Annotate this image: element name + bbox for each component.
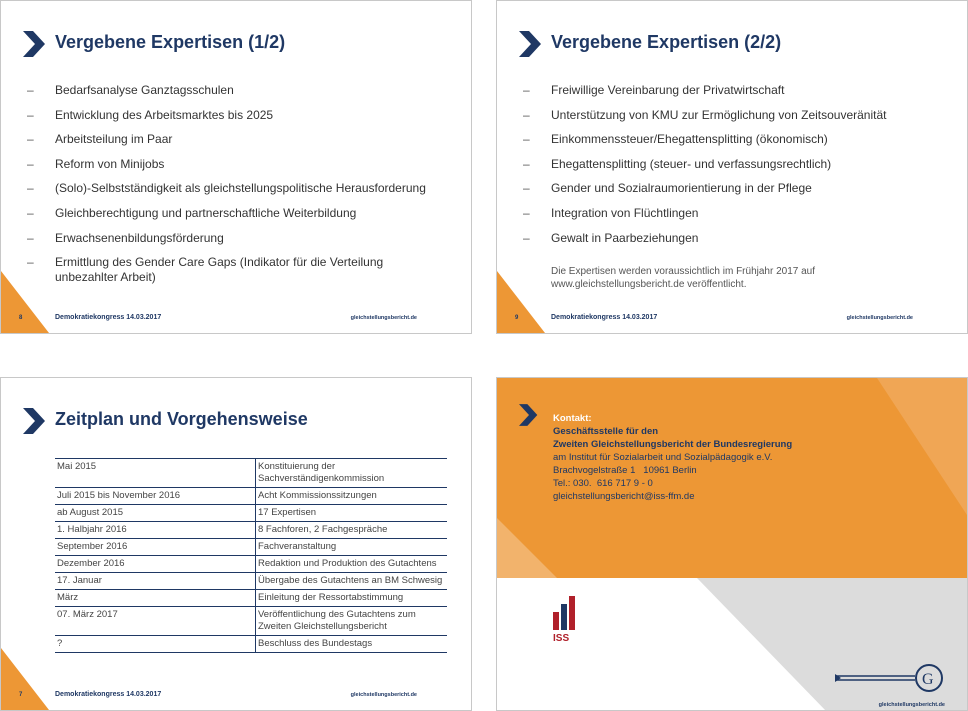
- bullet-item: [523, 108, 943, 123]
- bullet-item: [27, 181, 447, 196]
- footer-event: Demokratiekongress 14.03.2017: [551, 314, 658, 321]
- activity-cell: Einleitung der Ressortabstimmung: [256, 590, 448, 607]
- bullet-text: Gender und Sozialraumorientierung in der Pflege: [551, 181, 812, 196]
- bullet-text: Freiwillige Vereinbarung der Privatwirtschaft: [551, 83, 785, 97]
- bullet-dash: –: [523, 205, 530, 220]
- bullet-text: Unterstützung von KMU zur Ermöglichung von Zeitsouveränität: [551, 107, 887, 122]
- schedule-table: [55, 458, 447, 653]
- bullet-item: [27, 231, 447, 246]
- bullet-item: [523, 206, 943, 221]
- institute: am Institut für Sozialarbeit und Sozialpädagogik e.V.: [553, 452, 773, 463]
- table-row: [55, 573, 447, 590]
- date-cell: März: [55, 590, 256, 607]
- bullet-dash: –: [523, 181, 530, 196]
- bullet-item: [27, 83, 447, 98]
- bullet-dash: –: [27, 156, 34, 171]
- phone: Tel.: 030. 616 717 9 - 0: [553, 478, 653, 489]
- logo-text: ISS: [553, 633, 570, 644]
- activity-cell: 17 Expertisen: [256, 505, 448, 522]
- bullet-dash: –: [523, 132, 530, 147]
- activity-cell: Redaktion und Produktion des Gutachtens: [256, 556, 448, 573]
- table-row: [55, 522, 447, 539]
- bullet-text: Ehegattensplitting (steuer- und verfassungsrechtlich): [551, 156, 832, 171]
- bullet-text: Reform von Minijobs: [55, 156, 165, 171]
- slide-title: Vergebene Expertisen (2/2): [551, 32, 782, 52]
- table-row: [55, 539, 447, 556]
- bullet-dash: –: [523, 230, 530, 245]
- activity-cell: Übergabe des Gutachtens an BM Schwesig: [256, 573, 448, 590]
- bullet-dash: –: [27, 83, 34, 97]
- contact-label: Kontakt:: [553, 413, 592, 424]
- bullet-list: [523, 83, 943, 255]
- bullet-dash: –: [27, 107, 34, 122]
- table-row: [55, 488, 447, 505]
- bullet-dash: –: [27, 255, 34, 270]
- chevron-right-icon: [519, 31, 543, 57]
- date-cell: Mai 2015: [55, 459, 256, 488]
- footer-website: gleichstellungsbericht.de: [350, 692, 417, 698]
- bullet-item: [27, 108, 447, 123]
- address: Brachvogelstraße 1 10961 Berlin: [553, 465, 697, 476]
- publication-note: Die Expertisen werden voraussichtlich im Frühjahr 2017 auf www.gleichstellungsbericht.de veröffentlicht.: [551, 266, 816, 290]
- contact-block: [553, 412, 792, 503]
- email-link[interactable]: gleichstellungsbericht@iss-ffm.de: [553, 491, 695, 502]
- bullet-item: [523, 231, 943, 246]
- bullet-item: [27, 132, 447, 147]
- bullet-text: Ermittlung des Gender Care Gaps (Indikator für die Verteilung unbezahlter Arbeit): [55, 255, 384, 285]
- activity-cell: Konstituierung der Sachverständigenkommission: [256, 459, 448, 488]
- activity-cell: Beschluss des Bundestags: [256, 636, 448, 653]
- date-cell: 17. Januar: [55, 573, 256, 590]
- table-row: [55, 636, 447, 653]
- table-row: [55, 590, 447, 607]
- page-number: 7: [19, 692, 23, 698]
- footer-website: gleichstellungsbericht.de: [846, 315, 913, 321]
- svg-text:G: G: [922, 671, 934, 688]
- bullet-item: [523, 132, 943, 147]
- date-cell: ab August 2015: [55, 505, 256, 522]
- table-row: [55, 505, 447, 522]
- date-cell: ?: [55, 636, 256, 653]
- date-cell: 1. Halbjahr 2016: [55, 522, 256, 539]
- bullet-dash: –: [523, 156, 530, 171]
- corner-decoration: [1, 648, 49, 710]
- chevron-right-icon: [23, 408, 47, 434]
- org-line-2: Zweiten Gleichstellungsbericht der Bundesregierung: [553, 439, 793, 450]
- bullet-text: Gleichberechtigung und partnerschaftliche Weiterbildung: [55, 205, 357, 220]
- slide-kontakt: [496, 377, 968, 711]
- page-number: 9: [515, 315, 519, 321]
- bullet-dash: –: [27, 181, 34, 196]
- bullet-text: Erwachsenenbildungsförderung: [55, 230, 224, 245]
- bullet-dash: –: [523, 107, 530, 122]
- bullet-text: Arbeitsteilung im Paar: [55, 132, 173, 147]
- footer-event: Demokratiekongress 14.03.2017: [55, 691, 162, 698]
- corner-decoration: [1, 271, 49, 333]
- bullet-item: [523, 181, 943, 196]
- slide-expertisen-2: [496, 0, 968, 334]
- bullet-item: [523, 157, 943, 172]
- org-line-1: Geschäftsstelle für den: [553, 426, 659, 437]
- gleichstellungsbericht-logo: [835, 664, 945, 698]
- footer-website: gleichstellungsbericht.de: [350, 315, 417, 321]
- bullet-item: [27, 255, 447, 285]
- date-cell: 07. März 2017: [55, 607, 256, 636]
- bullet-text: (Solo)-Selbstständigkeit als gleichstellungspolitische Herausforderung: [55, 181, 426, 196]
- footer-event: Demokratiekongress 14.03.2017: [55, 314, 162, 321]
- bullet-text: Entwicklung des Arbeitsmarktes bis 2025: [55, 107, 274, 122]
- footer-website: gleichstellungsbericht.de: [878, 702, 945, 708]
- activity-cell: 8 Fachforen, 2 Fachgespräche: [256, 522, 448, 539]
- slide-zeitplan: [0, 377, 472, 711]
- iss-logo: [551, 596, 581, 646]
- date-cell: Dezember 2016: [55, 556, 256, 573]
- date-cell: September 2016: [55, 539, 256, 556]
- bullet-list: [27, 83, 447, 295]
- page-number: 8: [19, 315, 23, 321]
- bullet-text: Integration von Flüchtlingen: [551, 205, 699, 220]
- chevron-right-icon: [23, 31, 47, 57]
- table-row: [55, 556, 447, 573]
- bullet-dash: –: [27, 205, 34, 220]
- slide-title: Vergebene Expertisen (1/2): [55, 32, 286, 52]
- bullet-text: Einkommenssteuer/Ehegattensplitting (ökonomisch): [551, 132, 828, 147]
- chevron-right-icon: [519, 404, 539, 426]
- bullet-item: [523, 83, 943, 98]
- slide-title: Zeitplan und Vorgehensweise: [55, 409, 308, 429]
- bullet-item: [27, 206, 447, 221]
- activity-cell: Veröffentlichung des Gutachtens zum Zweiten Gleichstellungsbericht: [256, 607, 448, 636]
- activity-cell: Fachveranstaltung: [256, 539, 448, 556]
- corner-decoration: [497, 271, 545, 333]
- bullet-dash: –: [523, 83, 530, 97]
- activity-cell: Acht Kommissionssitzungen: [256, 488, 448, 505]
- bullet-item: [27, 157, 447, 172]
- table-row: [55, 459, 447, 488]
- bullet-text: Bedarfsanalyse Ganztagsschulen: [55, 83, 234, 97]
- slide-expertisen-1: [0, 0, 472, 334]
- bullet-text: Gewalt in Paarbeziehungen: [551, 230, 699, 245]
- bullet-dash: –: [27, 132, 34, 147]
- table-row: [55, 607, 447, 636]
- bullet-dash: –: [27, 230, 34, 245]
- date-cell: Juli 2015 bis November 2016: [55, 488, 256, 505]
